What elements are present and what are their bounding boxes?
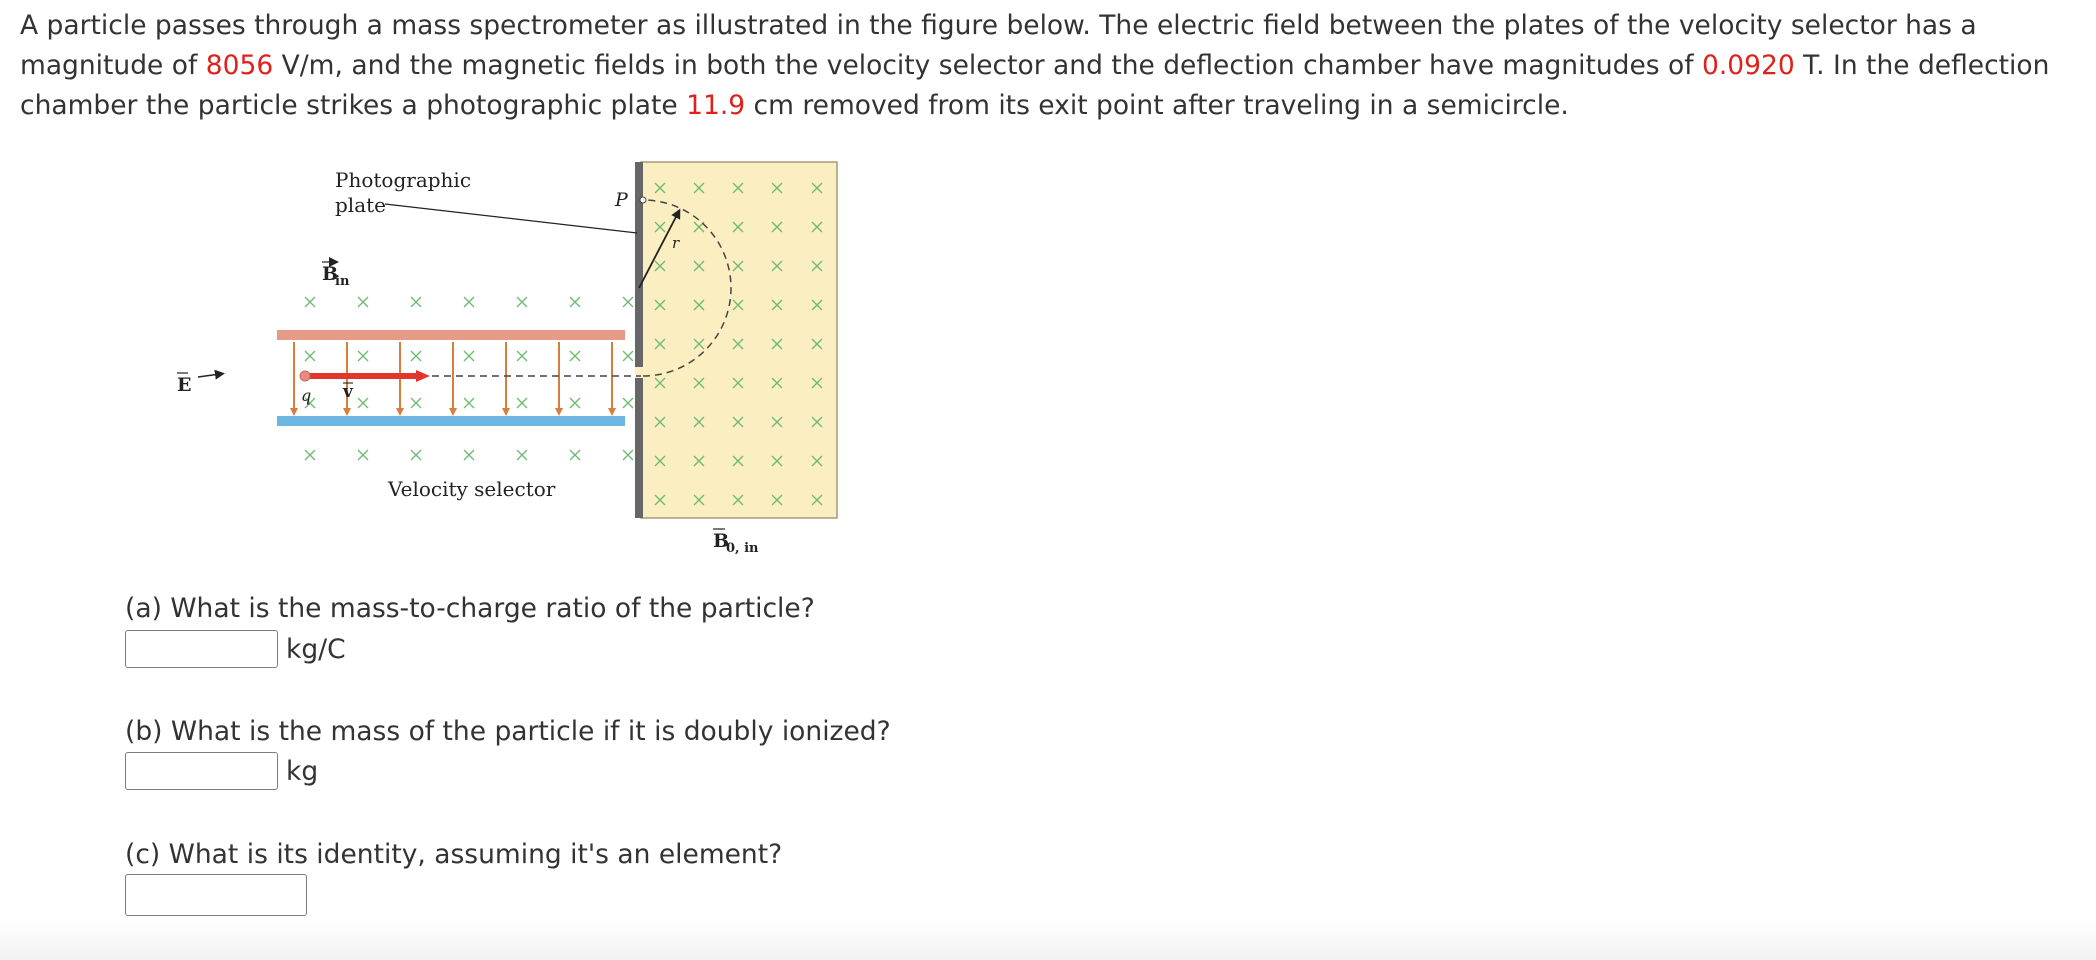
answer-c-input[interactable]	[125, 874, 307, 916]
field-into-page-mark	[623, 351, 633, 361]
field-into-page-mark	[411, 351, 421, 361]
field-into-page-mark	[464, 297, 474, 307]
problem-text-1: A particle passes through a mass spectrometer as illustrated in the figure below. The electric field between the plates of the velocity selector has a magnitude of	[20, 10, 1977, 81]
svg-text:B: B	[713, 530, 730, 552]
question-c: (c) What is its identity, assuming it's an element?	[125, 839, 783, 870]
v-label	[342, 382, 354, 402]
field-into-page-mark	[464, 398, 474, 408]
charge-q	[300, 371, 310, 381]
field-into-page-mark	[305, 450, 315, 460]
photographic-label: Photographic	[335, 168, 472, 192]
deflection-chamber	[641, 162, 837, 518]
plate-leader-line	[385, 204, 637, 233]
bottom-plate	[277, 416, 625, 426]
distance-value: 11.9	[686, 90, 746, 121]
field-into-page-mark	[623, 450, 633, 460]
field-into-page-mark	[464, 450, 474, 460]
svg-text:0, in: 0, in	[726, 541, 759, 556]
photographic-plate-wall	[635, 162, 643, 518]
field-into-page-mark	[517, 398, 527, 408]
problem-text-2: V/m, and the magnetic fields in both the velocity selector and the deflection chamber have magnitudes of	[273, 50, 1702, 81]
svg-text:v: v	[343, 382, 353, 402]
answer-b-input[interactable]	[125, 752, 278, 790]
velocity-selector-label: Velocity selector	[388, 477, 556, 501]
field-into-page-mark	[570, 450, 580, 460]
field-into-page-mark	[517, 450, 527, 460]
magnetic-field-value: 0.0920	[1701, 50, 1795, 81]
problem-statement	[20, 6, 2080, 126]
field-into-page-mark	[570, 297, 580, 307]
svg-text:in: in	[335, 274, 350, 289]
field-into-page-mark	[570, 351, 580, 361]
field-into-page-mark	[358, 398, 368, 408]
question-b: (b) What is the mass of the particle if it is doubly ionized?	[125, 716, 891, 747]
q-label: q	[301, 386, 312, 405]
field-into-page-mark	[358, 351, 368, 361]
field-into-page-mark	[517, 297, 527, 307]
answer-a-unit: kg/C	[286, 633, 346, 665]
e-field-indicator-arrow	[198, 374, 220, 377]
e-label	[177, 373, 191, 396]
svg-text:B: B	[322, 263, 339, 285]
field-into-page-mark	[411, 450, 421, 460]
mass-spectrometer-figure	[177, 150, 865, 570]
field-into-page-mark	[623, 297, 633, 307]
top-plate	[277, 330, 625, 340]
field-into-page-mark	[411, 297, 421, 307]
field-into-page-mark	[570, 398, 580, 408]
answer-row-c	[125, 874, 307, 916]
answer-a-input[interactable]	[125, 630, 278, 668]
answer-row-a	[125, 630, 346, 668]
field-into-page-mark	[464, 351, 474, 361]
plate-label: plate	[335, 193, 386, 217]
electric-field-value: 8056	[205, 50, 274, 81]
svg-text:E: E	[177, 374, 192, 396]
field-into-page-mark	[358, 297, 368, 307]
field-into-page-mark	[305, 297, 315, 307]
p-label: P	[615, 189, 628, 211]
question-a: (a) What is the mass-to-charge ratio of the particle?	[125, 593, 815, 624]
field-into-page-mark	[411, 398, 421, 408]
problem-text-4: cm removed from its exit point after traveling in a semicircle.	[745, 90, 1569, 121]
field-into-page-mark	[517, 351, 527, 361]
field-into-page-mark	[305, 351, 315, 361]
field-into-page-mark	[623, 398, 633, 408]
b-in-label	[322, 262, 350, 289]
field-into-page-mark	[358, 450, 368, 460]
answer-row-b	[125, 752, 318, 790]
bottom-fade	[0, 920, 2096, 960]
answer-b-unit: kg	[286, 755, 319, 787]
b0-in-label	[713, 529, 759, 556]
problem-text-3: T. In the deflection chamber the particle strikes a photographic plate	[20, 50, 2050, 121]
r-label: r	[672, 234, 680, 252]
